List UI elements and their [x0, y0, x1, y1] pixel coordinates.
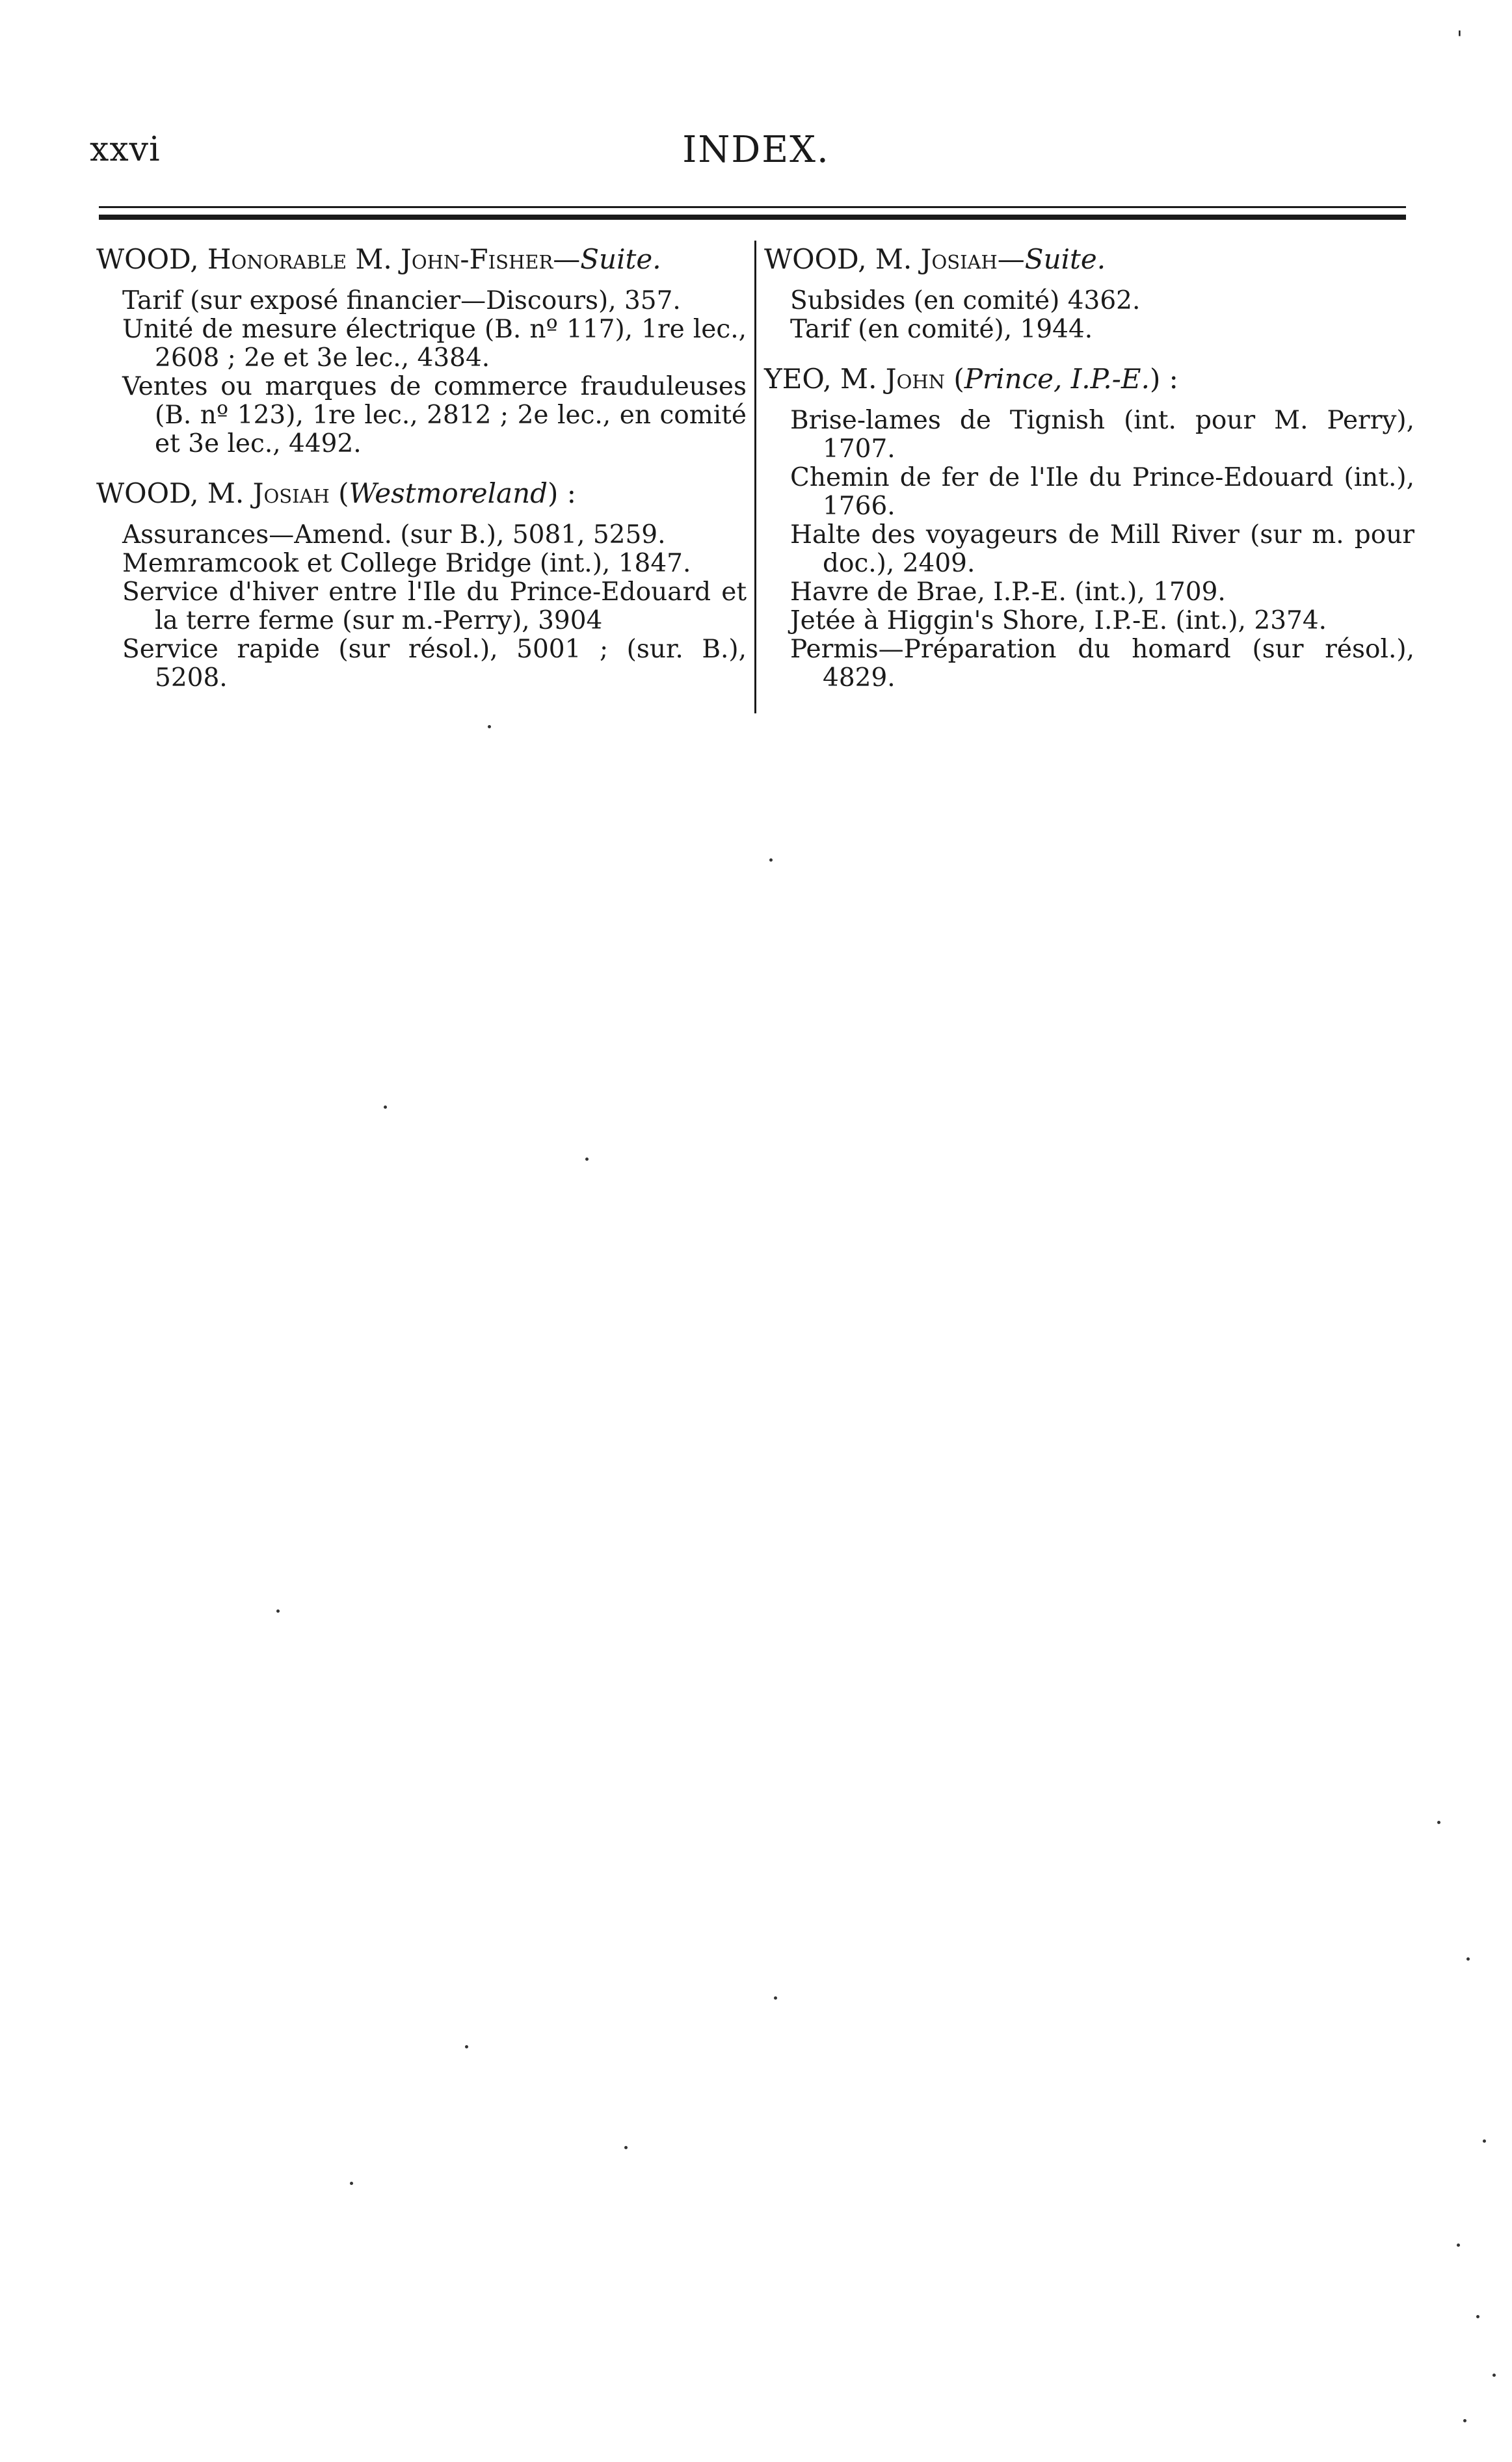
entry-name: YEO, M. [764, 363, 886, 395]
header-rule-thick [99, 215, 1406, 220]
list-item: Service d'hiver entre l'Ile du Prince-Edouard et la terre ferme (sur m.-Perry), 3904 [122, 577, 747, 635]
entry-name-smallcaps: John [885, 363, 946, 395]
list-item: Tarif (sur exposé financier—Discours), 357. [122, 286, 681, 315]
list-item: Ventes ou marques de commerce frauduleuses (B. nº 123), 1re lec., 2812 ; 2e lec., en comité et 3e lec., 4492. [122, 372, 747, 458]
page-title: INDEX. [682, 129, 830, 171]
entry-suffix: ) : [548, 477, 576, 509]
scan-speck [465, 2045, 468, 2048]
list-item: Chemin de fer de l'Ile du Prince-Edouard (int.), 1766. [790, 463, 1414, 521]
index-entry [96, 244, 747, 458]
list-item: Memramcook et College Bridge (int.), 1847. [122, 549, 691, 578]
entry-name: WOOD, M. [764, 243, 921, 275]
index-entry [764, 244, 1414, 344]
index-column-right [764, 244, 1414, 693]
list-item: Jetée à Higgin's Shore, I.P.-E. (int.), 2374. [790, 606, 1327, 635]
entry-note: Suite. [580, 243, 661, 275]
list-item: Assurances—Amend. (sur B.), 5081, 5259. [122, 520, 666, 549]
scan-speck [1492, 2374, 1496, 2377]
scan-speck [624, 2146, 628, 2149]
index-column-left [96, 244, 747, 693]
entry-separator: — [997, 243, 1025, 275]
entry-note: Suite. [1024, 243, 1106, 275]
header-rule-thin [99, 206, 1406, 208]
list-item: Brise-lames de Tignish (int. pour M. Perry), 1707. [790, 406, 1414, 464]
scan-speck [384, 1105, 387, 1109]
scan-speck [1457, 2244, 1460, 2247]
scan-speck [276, 1609, 280, 1613]
entry-heading [96, 478, 747, 509]
page-number: xxvi [90, 130, 161, 169]
scan-speck [1466, 1957, 1470, 1961]
entry-suffix: ) : [1149, 363, 1178, 395]
scan-speck [350, 2182, 353, 2185]
scan-speck [769, 858, 773, 862]
corner-mark: ' [1457, 26, 1463, 51]
list-item: Halte des voyageurs de Mill River (sur m. pour doc.), 2409. [790, 520, 1414, 578]
entry-name: WOOD, [96, 243, 207, 275]
entry-heading [764, 244, 1414, 275]
scan-speck [1463, 2419, 1466, 2422]
entry-note: Prince, I.P.-E. [964, 363, 1150, 395]
list-item: Unité de mesure électrique (B. nº 117), 1re lec., 2608 ; 2e et 3e lec., 4384. [122, 315, 747, 373]
list-item: Permis—Préparation du homard (sur résol.), 4829. [790, 635, 1414, 693]
list-item: Tarif (en comité), 1944. [790, 315, 1093, 344]
index-entry [764, 364, 1414, 693]
entry-name: WOOD, M. [96, 477, 253, 509]
index-entry [96, 478, 747, 693]
entry-separator: ( [329, 477, 349, 509]
scan-speck [1483, 2139, 1486, 2143]
entry-note: Westmoreland [349, 477, 548, 509]
entry-heading [764, 364, 1414, 395]
scan-speck [1476, 2315, 1479, 2318]
scan-speck [774, 1996, 777, 2000]
column-divider [754, 241, 756, 713]
entry-separator: — [553, 243, 581, 275]
entry-name-smallcaps: Josiah [920, 243, 998, 275]
scan-speck [585, 1158, 589, 1161]
list-item: Service rapide (sur résol.), 5001 ; (sur. B.), 5208. [122, 635, 747, 693]
list-item: Havre de Brae, I.P.-E. (int.), 1709. [790, 577, 1226, 607]
scan-speck [488, 725, 491, 728]
entry-heading [96, 244, 747, 275]
list-item: Subsides (en comité) 4362. [790, 286, 1141, 315]
scan-speck [1437, 1821, 1440, 1824]
entry-separator: ( [945, 363, 964, 395]
entry-name-smallcaps: Honorable M. John-Fisher [207, 243, 553, 275]
entry-name-smallcaps: Josiah [252, 477, 330, 509]
